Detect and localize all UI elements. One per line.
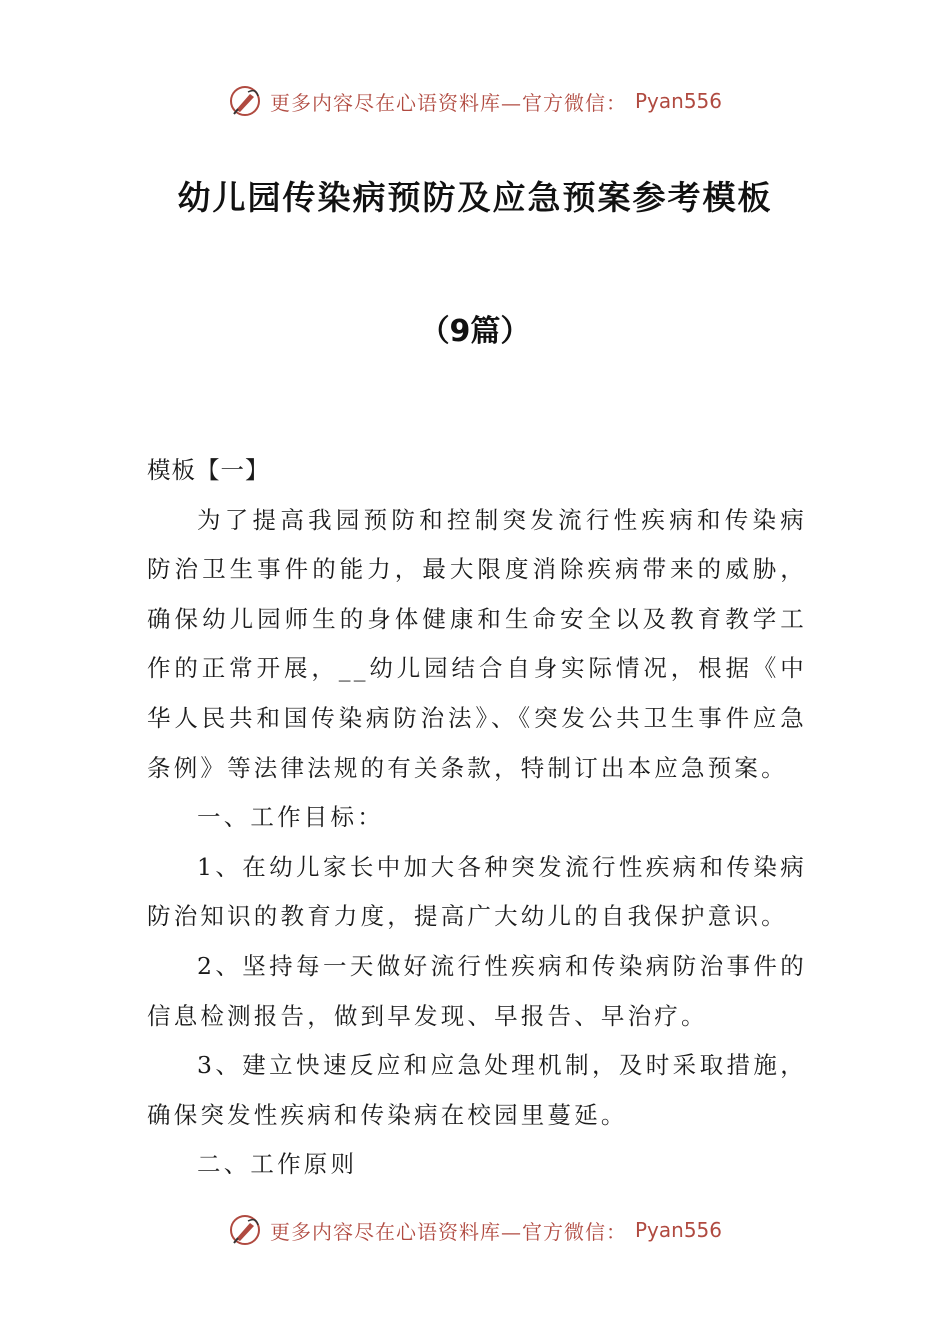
paragraph: 2、坚持每一天做好流行性疾病和传染病防治事件的信息检测报告，做到早发现、早报告、早治疗。 <box>147 951 807 1030</box>
watermark-wechat-id: Pyan556 <box>634 1218 722 1242</box>
heading-principles: 二、工作原则 <box>197 1150 358 1179</box>
section-label: 模板【一】 <box>147 456 270 484</box>
heading-goals: 一、工作目标： <box>197 803 384 832</box>
footer-watermark <box>0 1213 950 1247</box>
header-watermark <box>0 84 950 118</box>
document-body <box>147 446 807 1190</box>
pen-logo-icon <box>228 1213 262 1247</box>
watermark-text: 更多内容尽在心语资料库—官方微信： <box>269 90 627 115</box>
paragraph: 3、建立快速反应和应急处理机制，及时采取措施，确保突发性疾病和传染病在校园里蔓延。 <box>147 1051 807 1129</box>
pen-logo-icon <box>228 84 262 118</box>
paragraph: 为了提高我园预防和控制突发流行性疾病和传染病防治卫生事件的能力，最大限度消除疾病带来的威胁，确保幼儿园师生的身体健康和生命安全以及教育教学工作的正常开展，__幼儿园结合自身实际情况，根据《中华人民共和国传染病防治法》、《突发公共卫生事件应急条例》等法律法规的有关条款，特制订出本应急预案。 <box>147 505 807 782</box>
watermark-wechat-id: Pyan556 <box>634 89 722 113</box>
paragraph: 1、在幼儿家长中加大各种突发流行性疾病和传染病防治知识的教育力度，提高广大幼儿的自我保护意识。 <box>147 852 807 931</box>
document-subtitle: （9篇） <box>419 314 531 349</box>
watermark-text: 更多内容尽在心语资料库—官方微信： <box>269 1219 627 1244</box>
document-title: 幼儿园传染病预防及应急预案参考模板 <box>177 178 773 217</box>
